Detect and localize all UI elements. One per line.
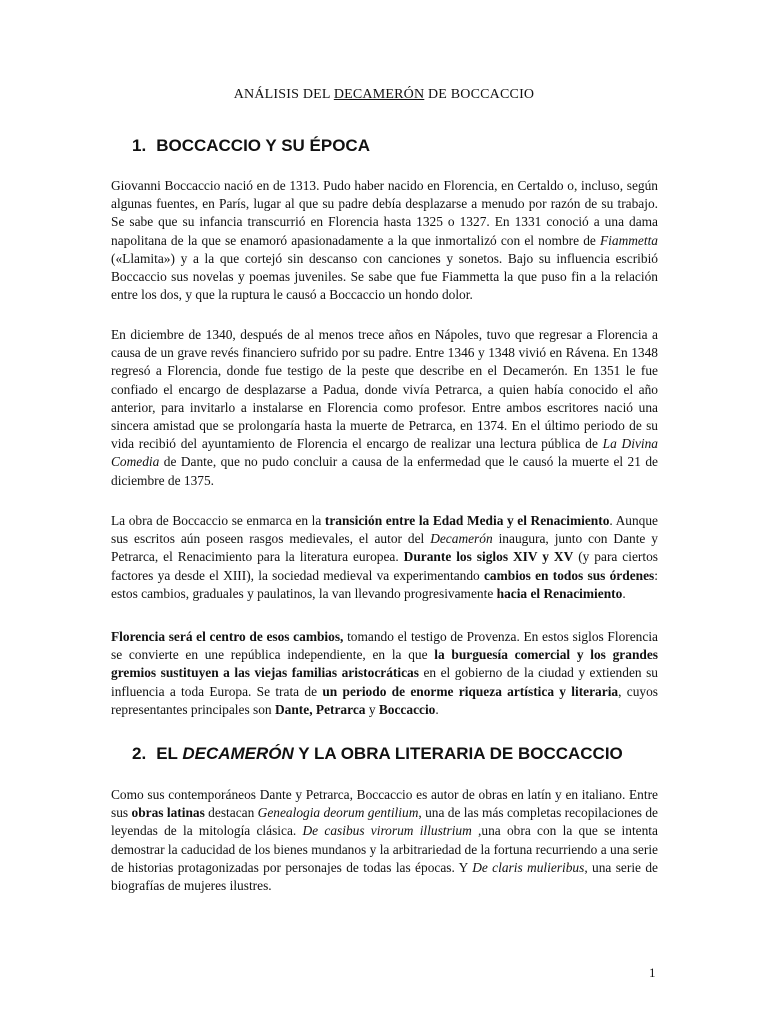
text-run: en el gobierno de la ciudad y extienden su influencia a toda Europa. Se trata de [111, 665, 658, 699]
section-2-number: 2. [132, 744, 147, 763]
bold-run: Florencia será el centro de esos cambios, [111, 629, 344, 644]
text-run: En diciembre de 1340, después de al menos trece años en Nápoles, tuvo que regresar a Florencia a causa de un grave revés financiero sufrido por su padre. Entre 1346 y 1348 vivió en Rávena. En 1348 regresó a Florencia, donde fue testigo de la peste que describe en el Decamerón. En 1351 le fue confiado el encargo de desplazarse a Padua, donde vivía Petrarca, a quien había conocido el año anterior, para invitarlo a instalarse en Florencia como profesor. Entre ambos escritores nació una sincera amistad que se prolongaría hasta la muerte de Petrarca, en 1374. En el último periodo de su vida recibió del ayuntamiento de Florencia el encargo de realizar una lectura pública de [111, 327, 658, 452]
text-run: tomando el testigo de Provenza. En estos siglos Florencia se convierte en une república independiente, en la que [111, 629, 658, 663]
section-1-number: 1. [132, 136, 147, 155]
title-decameron-underlined: DECAMERÓN [333, 87, 425, 102]
section-2-title-start: EL [156, 744, 183, 763]
text-run: Giovanni Boccaccio nació en de 1313. Pudo haber nacido en Florencia, en Certaldo o, incluso, según algunas fuentes, en París, lugar al que su padre debía desplazarse a menudo por razón de su trabajo. Se sabe que su infancia transcurrió en Florencia hasta 1325 o 1327. En 1331 conoció a una dama napolitana de la que se enamoró apasionadamente a la que inmortalizó con el nombre de [111, 178, 658, 248]
paragraph-2 [111, 326, 658, 490]
bold-run: un periodo de enorme riqueza artística y literaria [322, 683, 619, 699]
bold-run: la burguesía comercial y los grandes gremios sustituyen a las viejas familias aristocráticas [111, 647, 658, 681]
title-suffix: DE BOCCACCIO [424, 87, 535, 102]
italic-run: Decamerón [430, 531, 493, 547]
text-run: La obra de Boccaccio se enmarca en la [111, 513, 325, 528]
bold-run: Boccaccio [378, 701, 436, 717]
text-run: de Dante, que no pudo concluir a causa de la enfermedad que le causó la muerte el 21 de diciembre de 1375. [111, 454, 658, 488]
text-run: (y para ciertos factores ya desde el XIII), la sociedad medieval va experimentando [111, 549, 658, 583]
text-run: («Llamita») y a la que cortejó sin descanso con canciones y sonetos. Bajo su influencia escribió Boccaccio sus novelas y poemas juveniles. Se sabe que fue Fiammetta la que puso fin a la relación entre los dos, y que la ruptura le causó a Boccaccio un hondo dolor. [111, 250, 658, 303]
text-run: inaugura, junto con Dante y Petrarca, el Renacimiento para la literatura europea. [111, 531, 658, 565]
text-run: , cuyos representantes principales son [111, 683, 658, 717]
paragraph-4 [111, 628, 658, 719]
text-run: y [365, 701, 379, 717]
text-run: , una de las más completas recopilaciones de leyendas de la mitología clásica. [111, 805, 658, 839]
document-title [0, 87, 768, 103]
paragraph-1 [111, 177, 658, 304]
section-2-heading [132, 744, 623, 764]
text-run: destacan [204, 805, 258, 821]
italic-run: La Divina Comedia [111, 436, 658, 470]
bold-run: hacia el Renacimiento [496, 585, 623, 601]
italic-run: Genealogia deorum gentilium [257, 805, 419, 821]
text-run: . Aunque sus escritos aún poseen rasgos medievales, el autor del [111, 513, 658, 547]
text-run: Como sus contemporáneos Dante y Petrarca, Boccaccio es autor de obras en latín y en italiano. Entre sus [111, 787, 658, 821]
text-run: . [622, 585, 626, 601]
section-2-title-italic: DECAMERÓN [182, 744, 294, 763]
italic-run: De casibus virorum illustrium [302, 823, 472, 839]
text-run: . [435, 701, 439, 717]
section-1-title: BOCCACCIO Y SU ÉPOCA [156, 136, 370, 155]
paragraph-3 [111, 512, 658, 603]
title-prefix: ANÁLISIS DEL [233, 87, 334, 102]
text-run: : estos cambios, graduales y paulatinos, la van llevando progresivamente [111, 567, 658, 601]
section-2-title-end: Y LA OBRA LITERARIA DE BOCCACCIO [293, 744, 623, 763]
italic-run: Fiammetta [599, 232, 658, 248]
page-number: 1 [649, 965, 656, 980]
text-run: ,una obra con la que se intenta demostrar la caducidad de los bienes mundanos y la arbitrariedad de la fortuna recurriendo a una serie de historias protagonizadas por personajes de todas las épocas. Y [111, 823, 658, 875]
section-1-heading [132, 136, 370, 156]
italic-run: De claris mulieribus [472, 859, 585, 875]
bold-run: obras latinas [131, 805, 205, 821]
text-run: , una serie de biografías de mujeres ilustres. [111, 859, 658, 894]
bold-run: Dante, Petrarca [274, 701, 366, 717]
bold-run: cambios en todos sus órdenes [483, 567, 655, 583]
bold-run: transición entre la Edad Media y el Renacimiento [324, 513, 610, 528]
paragraph-5 [111, 786, 658, 895]
bold-run: Durante los siglos XIV y XV [403, 549, 574, 565]
